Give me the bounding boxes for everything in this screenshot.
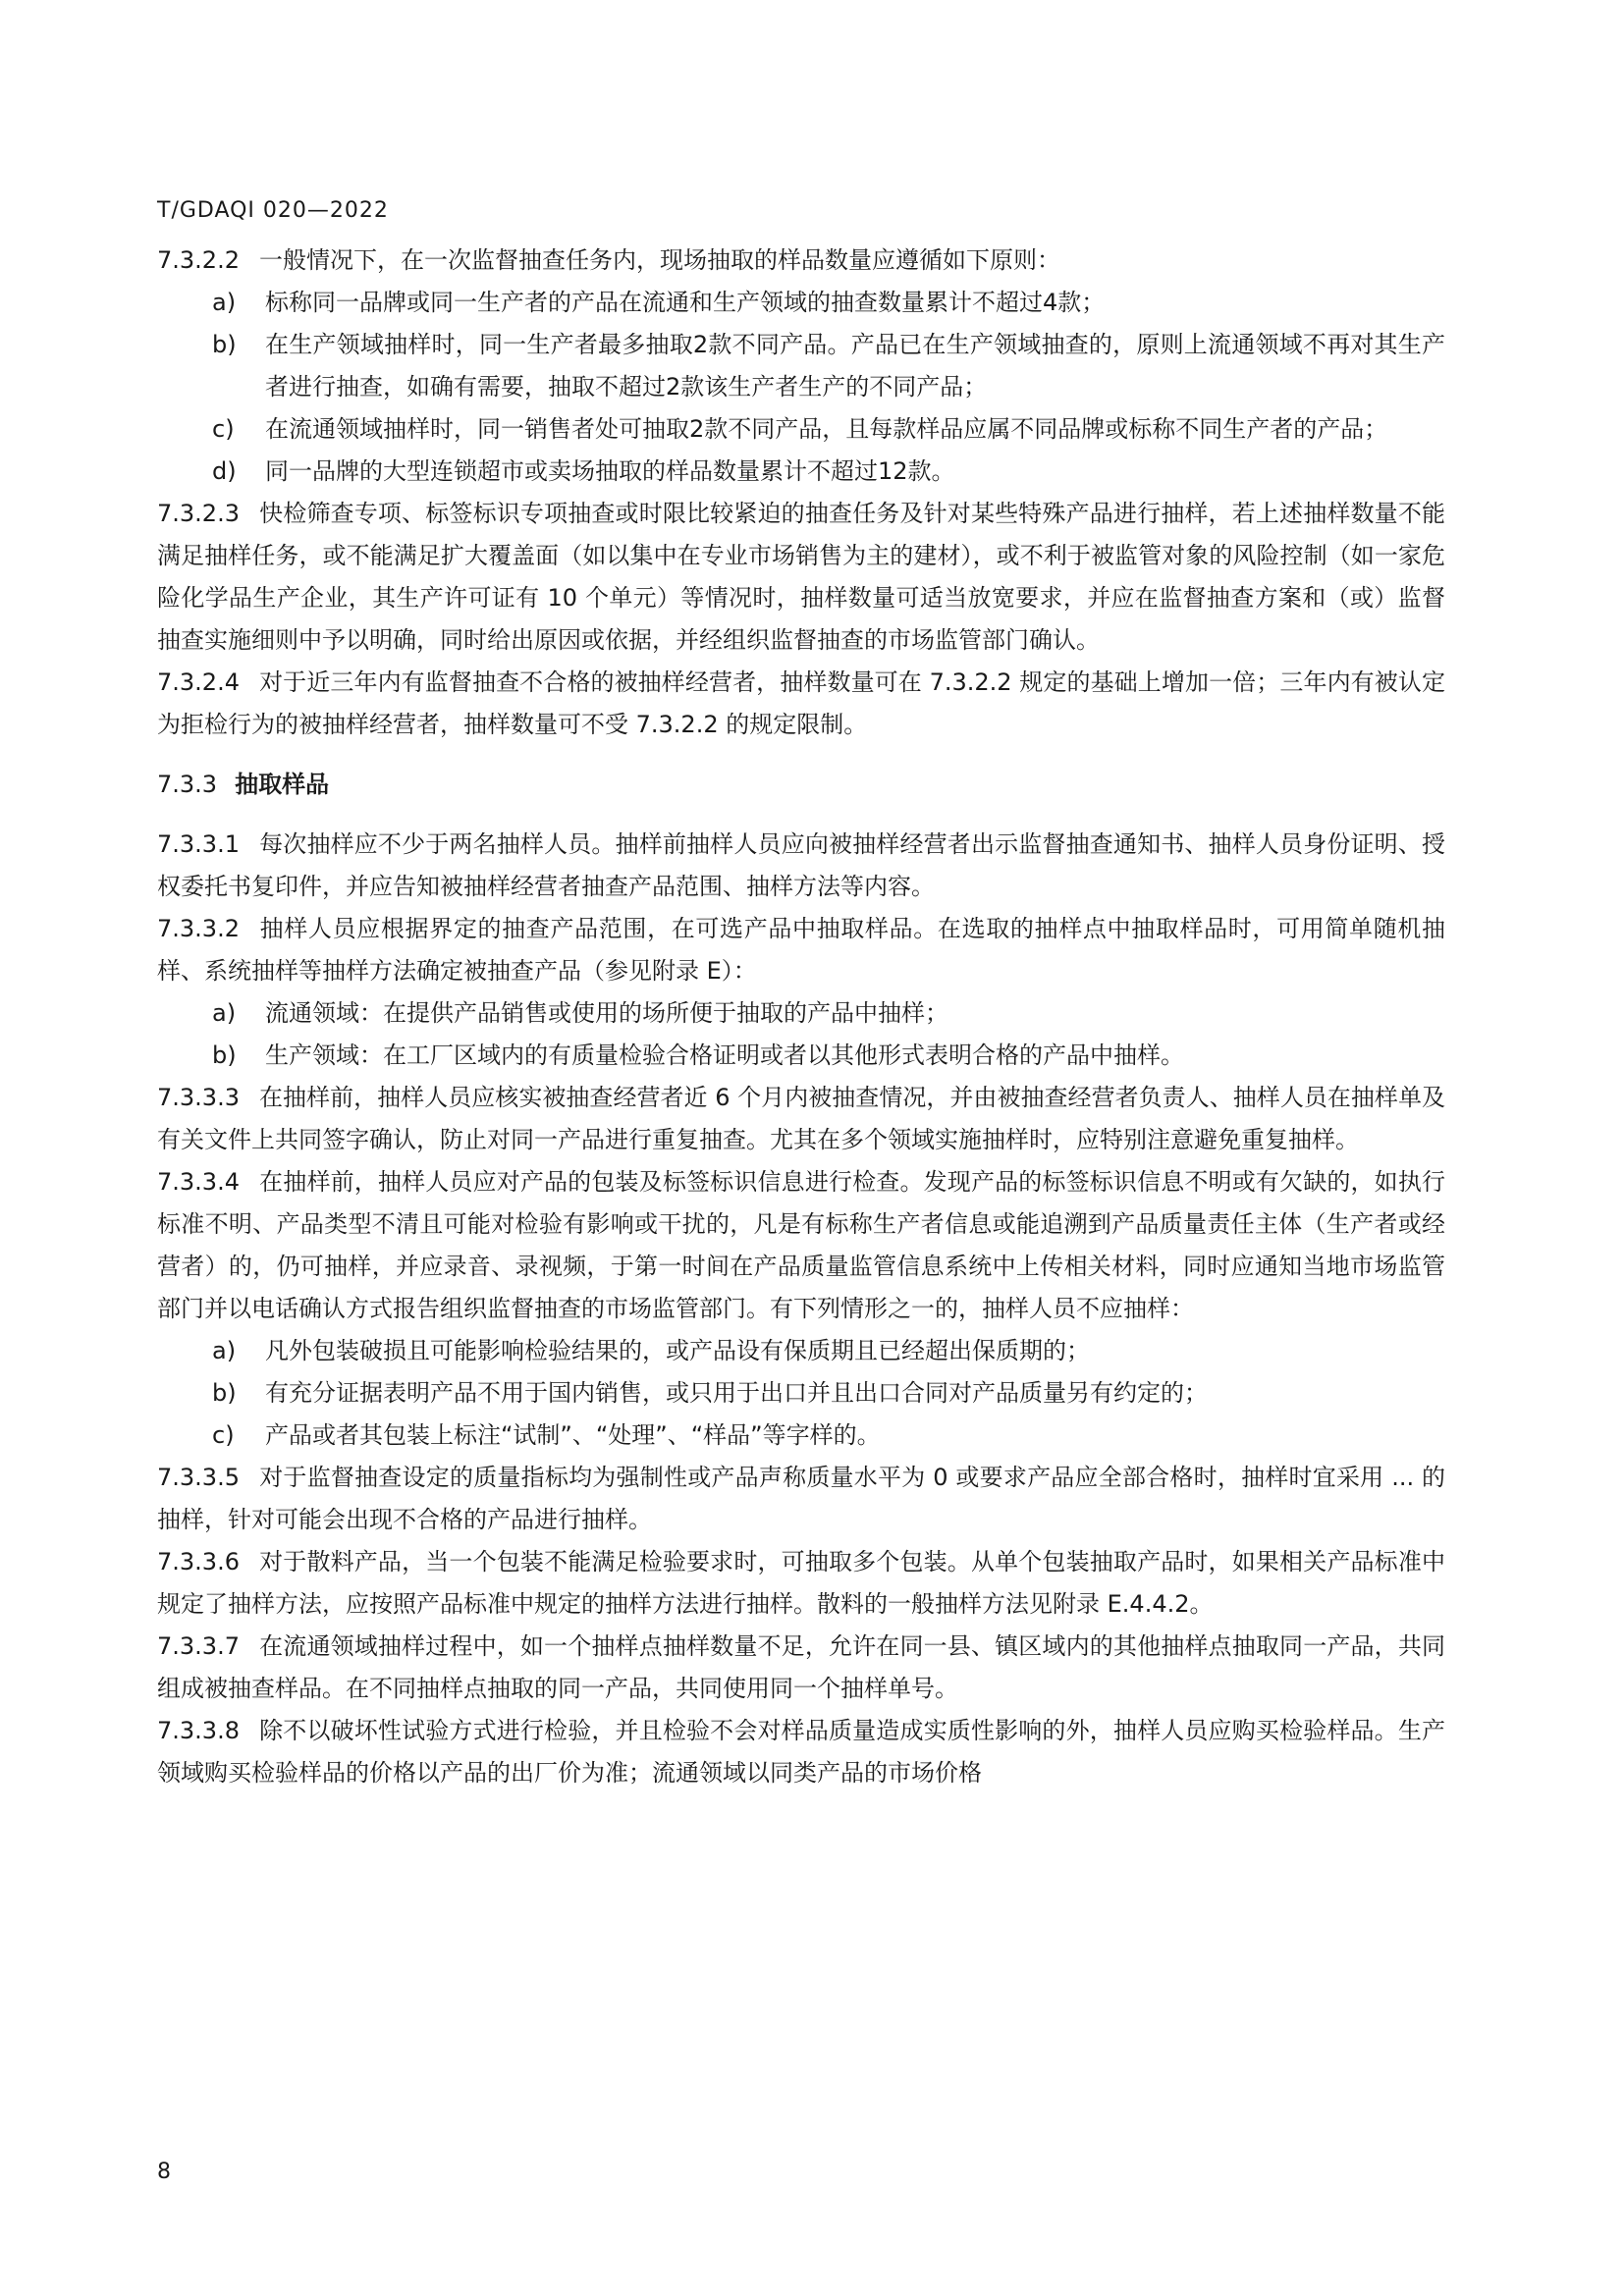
list-item-text: 标称同一品牌或同一生产者的产品在流通和生产领域的抽查数量累计不超过4款； <box>265 289 1106 316</box>
list-item-label: a) <box>212 1337 237 1364</box>
clause-number: 7.3.3.3 <box>157 1084 240 1111</box>
section-heading <box>157 764 1445 806</box>
list-item <box>157 1415 1445 1457</box>
clause-number: 7.3.2.4 <box>157 668 240 696</box>
clause-paragraph <box>157 240 1445 282</box>
list-item-text: 在生产领域抽样时，同一生产者最多抽取2款不同产品。产品已在生产领域抽查的，原则上流通领域不再对其生产者进行抽查，如确有需要，抽取不超过2款该生产者生产的不同产品； <box>265 331 1445 400</box>
list-item <box>157 282 1445 324</box>
clause-text: 除不以破坏性试验方式进行检验，并且检验不会对样品质量造成实质性影响的外，抽样人员应购买检验样品。生产领域购买检验样品的价格以产品的出厂价为准；流通领域以同类产品的市场价格 <box>157 1717 1445 1787</box>
clause-text: 快检筛查专项、标签标识专项抽查或时限比较紧迫的抽查任务及针对某些特殊产品进行抽样，若上述抽样数量不能满足抽样任务，或不能满足扩大覆盖面（如以集中在专业市场销售为主的建材），或不利于被监管对象的风险控制（如一家危险化学品生产企业，其生产许可证有 10 个单元）等情况时，抽样数量可适当放宽要求，并应在监督抽查方案和（或）监督抽查实施细则中予以明确，同时给出原因或依据，并经组织监督抽查的市场监管部门确认。 <box>157 500 1445 654</box>
list-item-label: c) <box>212 415 235 443</box>
clause-number: 7.3.3.8 <box>157 1717 240 1744</box>
list-item-text: 同一品牌的大型连锁超市或卖场抽取的样品数量累计不超过12款。 <box>265 457 955 485</box>
clause-paragraph <box>157 1077 1445 1161</box>
clause-number: 7.3.2.3 <box>157 500 240 527</box>
clause-text: 每次抽样应不少于两名抽样人员。抽样前抽样人员应向被抽样经营者出示监督抽查通知书、抽样人员身份证明、授权委托书复印件，并应告知被抽样经营者抽查产品范围、抽样方法等内容。 <box>157 830 1445 900</box>
list-item <box>157 451 1445 493</box>
clause-text: 对于近三年内有监督抽查不合格的被抽样经营者，抽样数量可在 7.3.2.2 规定的基础上增加一倍；三年内有被认定为拒检行为的被抽样经营者，抽样数量可不受 7.3.2.2 的规定限制。 <box>157 668 1445 738</box>
clause-number: 7.3.3.2 <box>157 915 240 942</box>
section-title: 抽取样品 <box>235 771 330 798</box>
clause-text: 对于监督抽查设定的质量指标均为强制性或产品声称质量水平为 0 或要求产品应全部合格时，抽样时宜采用 ... 的抽样，针对可能会出现不合格的产品进行抽样。 <box>157 1464 1445 1533</box>
list-item-label: a) <box>212 289 237 316</box>
clause-text: 在抽样前，抽样人员应核实被抽查经营者近 6 个月内被抽查情况，并由被抽查经营者负责人、抽样人员在抽样单及有关文件上共同签字确认，防止对同一产品进行重复抽查。尤其在多个领域实施抽样时，应特别注意避免重复抽样。 <box>157 1084 1445 1153</box>
document-body <box>157 240 1445 1794</box>
clause-text: 抽样人员应根据界定的抽查产品范围，在可选产品中抽取样品。在选取的抽样点中抽取样品时，可用简单随机抽样、系统抽样等抽样方法确定被抽查产品（参见附录 E）： <box>157 915 1445 985</box>
clause-text: 对于散料产品，当一个包装不能满足检验要求时，可抽取多个包装。从单个包装抽取产品时，如果相关产品标准中规定了抽样方法，应按照产品标准中规定的抽样方法进行抽样。散料的一般抽样方法见附录 E.4.4.2。 <box>157 1548 1445 1618</box>
list-item <box>157 992 1445 1035</box>
list-item-text: 凡外包装破损且可能影响检验结果的，或产品设有保质期且已经超出保质期的； <box>265 1337 1090 1364</box>
clause-paragraph <box>157 1626 1445 1710</box>
list-item-text: 有充分证据表明产品不用于国内销售，或只用于出口并且出口合同对产品质量另有约定的； <box>265 1379 1208 1407</box>
clause-paragraph <box>157 662 1445 746</box>
list-item-text: 在流通领域抽样时，同一销售者处可抽取2款不同产品，且每款样品应属不同品牌或标称不同生产者的产品； <box>265 415 1388 443</box>
clause-text: 一般情况下，在一次监督抽查任务内，现场抽取的样品数量应遵循如下原则： <box>258 246 1060 274</box>
list-item-label: b) <box>212 1379 237 1407</box>
clause-number: 7.3.3.5 <box>157 1464 240 1491</box>
clause-number: 7.3.3.7 <box>157 1632 240 1660</box>
clause-paragraph <box>157 1457 1445 1541</box>
list-item <box>157 1330 1445 1372</box>
clause-paragraph <box>157 493 1445 662</box>
clause-text: 在流通领域抽样过程中，如一个抽样点抽样数量不足，允许在同一县、镇区域内的其他抽样点抽取同一产品，共同组成被抽查样品。在不同抽样点抽取的同一产品，共同使用同一个抽样单号。 <box>157 1632 1445 1702</box>
list-item-label: b) <box>212 331 237 358</box>
clause-paragraph <box>157 1161 1445 1330</box>
clause-paragraph <box>157 1541 1445 1626</box>
clause-number: 7.3.2.2 <box>157 246 240 274</box>
clause-paragraph <box>157 824 1445 908</box>
clause-number: 7.3.3.4 <box>157 1168 240 1196</box>
clause-text: 在抽样前，抽样人员应对产品的包装及标签标识信息进行检查。发现产品的标签标识信息不明或有欠缺的，如执行标准不明、产品类型不清且可能对检验有影响或干扰的，凡是有标称生产者信息或能追溯到产品质量责任主体（生产者或经营者）的，仍可抽样，并应录音、录视频，于第一时间在产品质量监管信息系统中上传相关材料，同时应通知当地市场监管部门并以电话确认方式报告组织监督抽查的市场监管部门。有下列情形之一的，抽样人员不应抽样： <box>157 1168 1445 1322</box>
section-number: 7.3.3 <box>157 771 218 798</box>
page-number: 8 <box>157 2160 171 2184</box>
clause-number: 7.3.3.6 <box>157 1548 240 1575</box>
list-item-text: 生产领域：在工厂区域内的有质量检验合格证明或者以其他形式表明合格的产品中抽样。 <box>265 1041 1184 1069</box>
list-item <box>157 324 1445 408</box>
list-item-text: 流通领域：在提供产品销售或使用的场所便于抽取的产品中抽样； <box>265 999 948 1027</box>
list-item <box>157 408 1445 451</box>
list-item <box>157 1035 1445 1077</box>
list-item-label: d) <box>212 457 237 485</box>
list-item <box>157 1372 1445 1415</box>
list-item-label: c) <box>212 1421 235 1449</box>
document-code: T/GDAQI 020—2022 <box>157 198 389 223</box>
list-item-label: b) <box>212 1041 237 1069</box>
clause-number: 7.3.3.1 <box>157 830 240 858</box>
clause-paragraph <box>157 1710 1445 1794</box>
list-item-label: a) <box>212 999 237 1027</box>
list-item-text: 产品或者其包装上标注“试制”、“处理”、“样品”等字样的。 <box>265 1421 881 1449</box>
clause-paragraph <box>157 908 1445 992</box>
